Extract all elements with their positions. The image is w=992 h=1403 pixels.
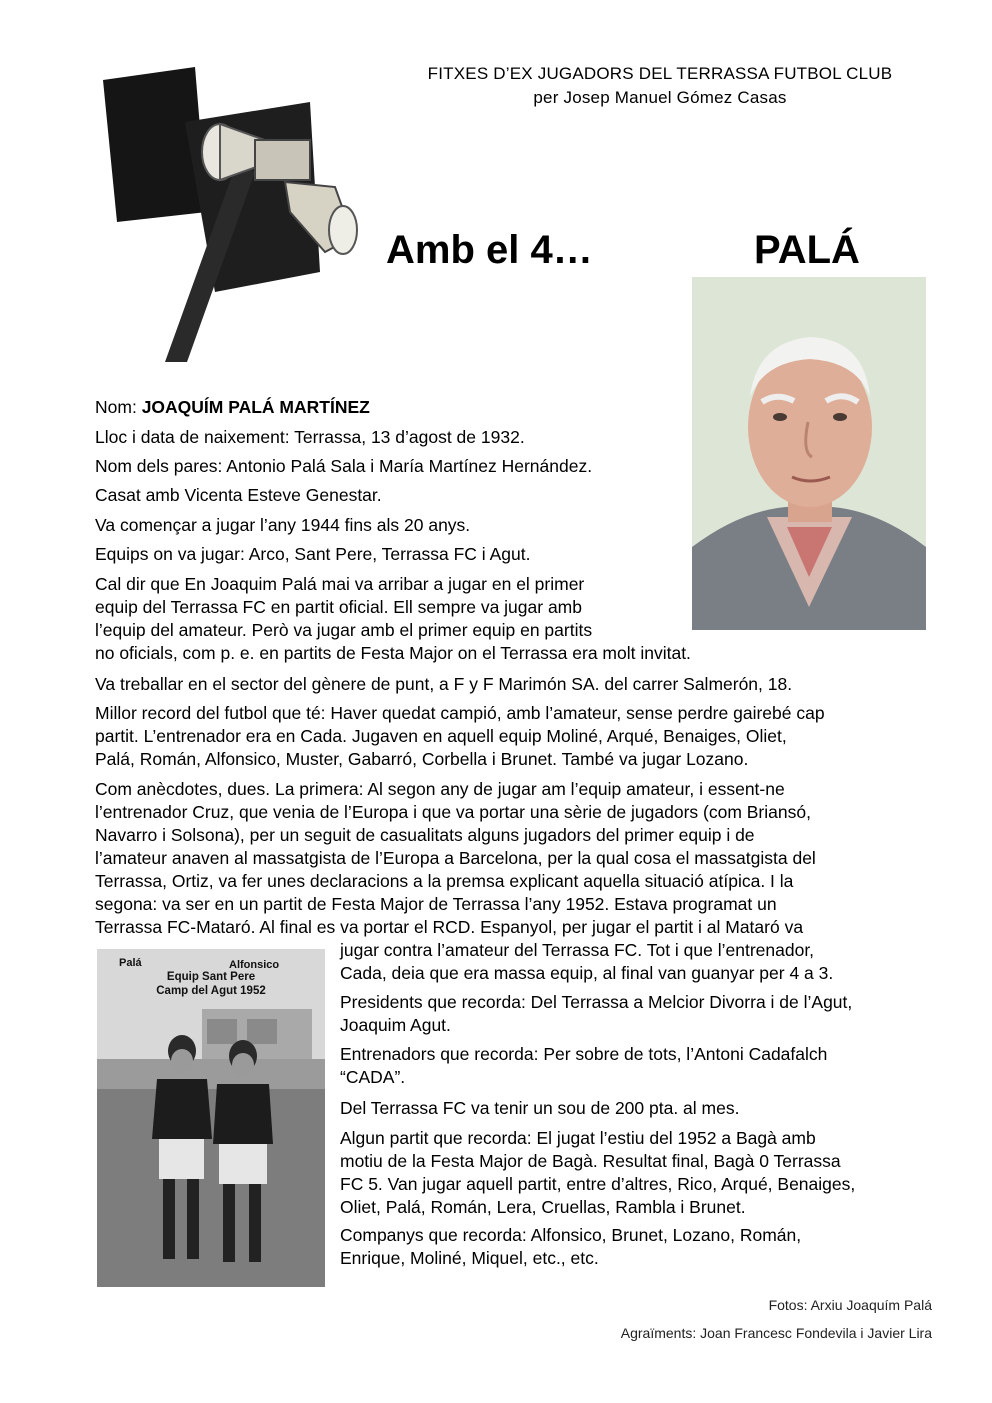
text-line: Entrenadors que recorda: Per sobre de tots, l’Antoni Cadafalch — [340, 1044, 828, 1064]
text-line: Enrique, Moliné, Miquel, etc., etc. — [340, 1248, 599, 1268]
caption-pala: Palá — [119, 957, 142, 969]
text-line: partit. L’entrenador era en Cada. Jugaven en aquell equip Moliné, Arqué, Benaiges, Oliet, — [95, 726, 787, 746]
portrait-photo — [692, 277, 926, 630]
text-line: equip del Terrassa FC en partit oficial. Ell sempre va jugar amb — [95, 597, 582, 617]
text-line: FC 5. Van jugar aquell partit, entre d’altres, Rico, Arqué, Benaiges, — [340, 1174, 856, 1194]
paragraph-work: Va treballar en el sector del gènere de punt, a F y F Marimón SA. del carrer Salmerón, 18. — [95, 674, 793, 694]
name-label: Nom: — [95, 397, 142, 417]
text-line: l’amateur anaven al massatgista de l’Europa a Barcelona, per la qual cosa el massatgista del — [95, 848, 816, 868]
caption-team: Equip Sant Pere — [166, 971, 256, 983]
text-line: “CADA”. — [340, 1067, 406, 1087]
text-line: Navarro i Solsona), per un seguit de casualitats alguns jugadors del primer equip i de — [95, 825, 755, 845]
team-photo — [97, 949, 325, 1287]
birth-field: Lloc i data de naixement: Terrassa, 13 d’agost de 1932. — [95, 427, 525, 447]
paragraph-presidents — [340, 991, 852, 1037]
text-line: Companys que recorda: Alfonsico, Brunet, Lozano, Román, — [340, 1225, 802, 1245]
text-line: Algun partit que recorda: El jugat l’estiu del 1952 a Bagà amb — [340, 1128, 816, 1148]
paragraph-first-team — [95, 573, 691, 665]
text-line: Presidents que recorda: Del Terrassa a Melcior Divorra i de l’Agut, — [340, 992, 853, 1012]
start-field: Va començar a jugar l’any 1944 fins als 20 anys. — [95, 515, 471, 535]
text-line: l’entrenador Cruz, que venia de l’Europa i que va portar una sèrie de jugadors (com Briansó, — [95, 802, 811, 822]
teams-field: Equips on va jugar: Arco, Sant Pere, Terrassa FC i Agut. — [95, 544, 531, 564]
text-line: Millor record del futbol que té: Haver quedat campió, amb l’amateur, sense perdre gairebé cap — [95, 703, 825, 723]
text-line: segona: va ser en un partit de Festa Major de Terrassa l’any 1952. Estava programat un — [95, 894, 777, 914]
paragraph-salary: Del Terrassa FC va tenir un sou de 200 pta. al mes. — [340, 1098, 740, 1118]
acknowledgements: Agraïments: Joan Francesc Fondevila i Javier Lira — [620, 1325, 932, 1341]
married-field: Casat amb Vicenta Esteve Genestar. — [95, 485, 382, 505]
player-surname-title: PALÁ — [754, 228, 860, 272]
caption-alfonsico: Alfonsico — [229, 959, 280, 971]
caption-field: Camp del Agut 1952 — [156, 985, 266, 997]
text-line: Cal dir que En Joaquim Palá mai va arribar a jugar en el primer — [95, 574, 585, 594]
text-line: motiu de la Festa Major de Bagà. Resultat final, Bagà 0 Terrassa — [340, 1151, 841, 1171]
text-line: Terrassa FC-Mataró. Al final es va portar el RCD. Espanyol, per jugar el partit i al Mataró va — [95, 917, 804, 937]
text-line: Joaquim Agut. — [340, 1015, 451, 1035]
text-line: Oliet, Palá, Román, Lera, Cruellas, Rambla i Brunet. — [340, 1197, 746, 1217]
photo-credits: Fotos: Arxiu Joaquím Palá — [768, 1297, 932, 1313]
name-value: JOAQUÍM PALÁ MARTÍNEZ — [141, 397, 370, 417]
text-line: l’equip del amateur. Però va jugar amb el primer equip en partits — [95, 620, 593, 640]
text-line: jugar contra l’amateur del Terrassa FC. Tot i que l’entrenador, — [340, 940, 815, 960]
loudspeaker-logo — [95, 62, 375, 372]
paragraph-best-memory — [95, 702, 825, 771]
name-field — [95, 396, 370, 419]
text-line: Terrassa, Ortiz, va fer unes declaracions a la premsa explicant aquella situació atípica. I la — [95, 871, 794, 891]
paragraph-teammates — [340, 1224, 801, 1270]
parents-field: Nom dels pares: Antonio Palá Sala i María Martínez Hernández. — [95, 456, 593, 476]
text-line: Palá, Román, Alfonsico, Muster, Gabarró, Corbella i Brunet. També va jugar Lozano. — [95, 749, 749, 769]
text-line: Cada, deia que era massa equip, al final van guanyar per 4 a 3. — [340, 963, 834, 983]
shirt-number-title: Amb el 4… — [386, 228, 593, 272]
text-line: no oficials, com p. e. en partits de Festa Major on el Terrassa era molt invitat. — [95, 643, 691, 663]
author-line: per Josep Manuel Gómez Casas — [533, 88, 787, 107]
series-title: FITXES D’EX JUGADORS DEL TERRASSA FUTBOL CLUB — [427, 64, 893, 83]
paragraph-match — [340, 1127, 855, 1219]
text-line: Com anècdotes, dues. La primera: Al segon any de jugar am l’equip amateur, i essent-ne — [95, 779, 785, 799]
paragraph-coaches — [340, 1043, 827, 1089]
